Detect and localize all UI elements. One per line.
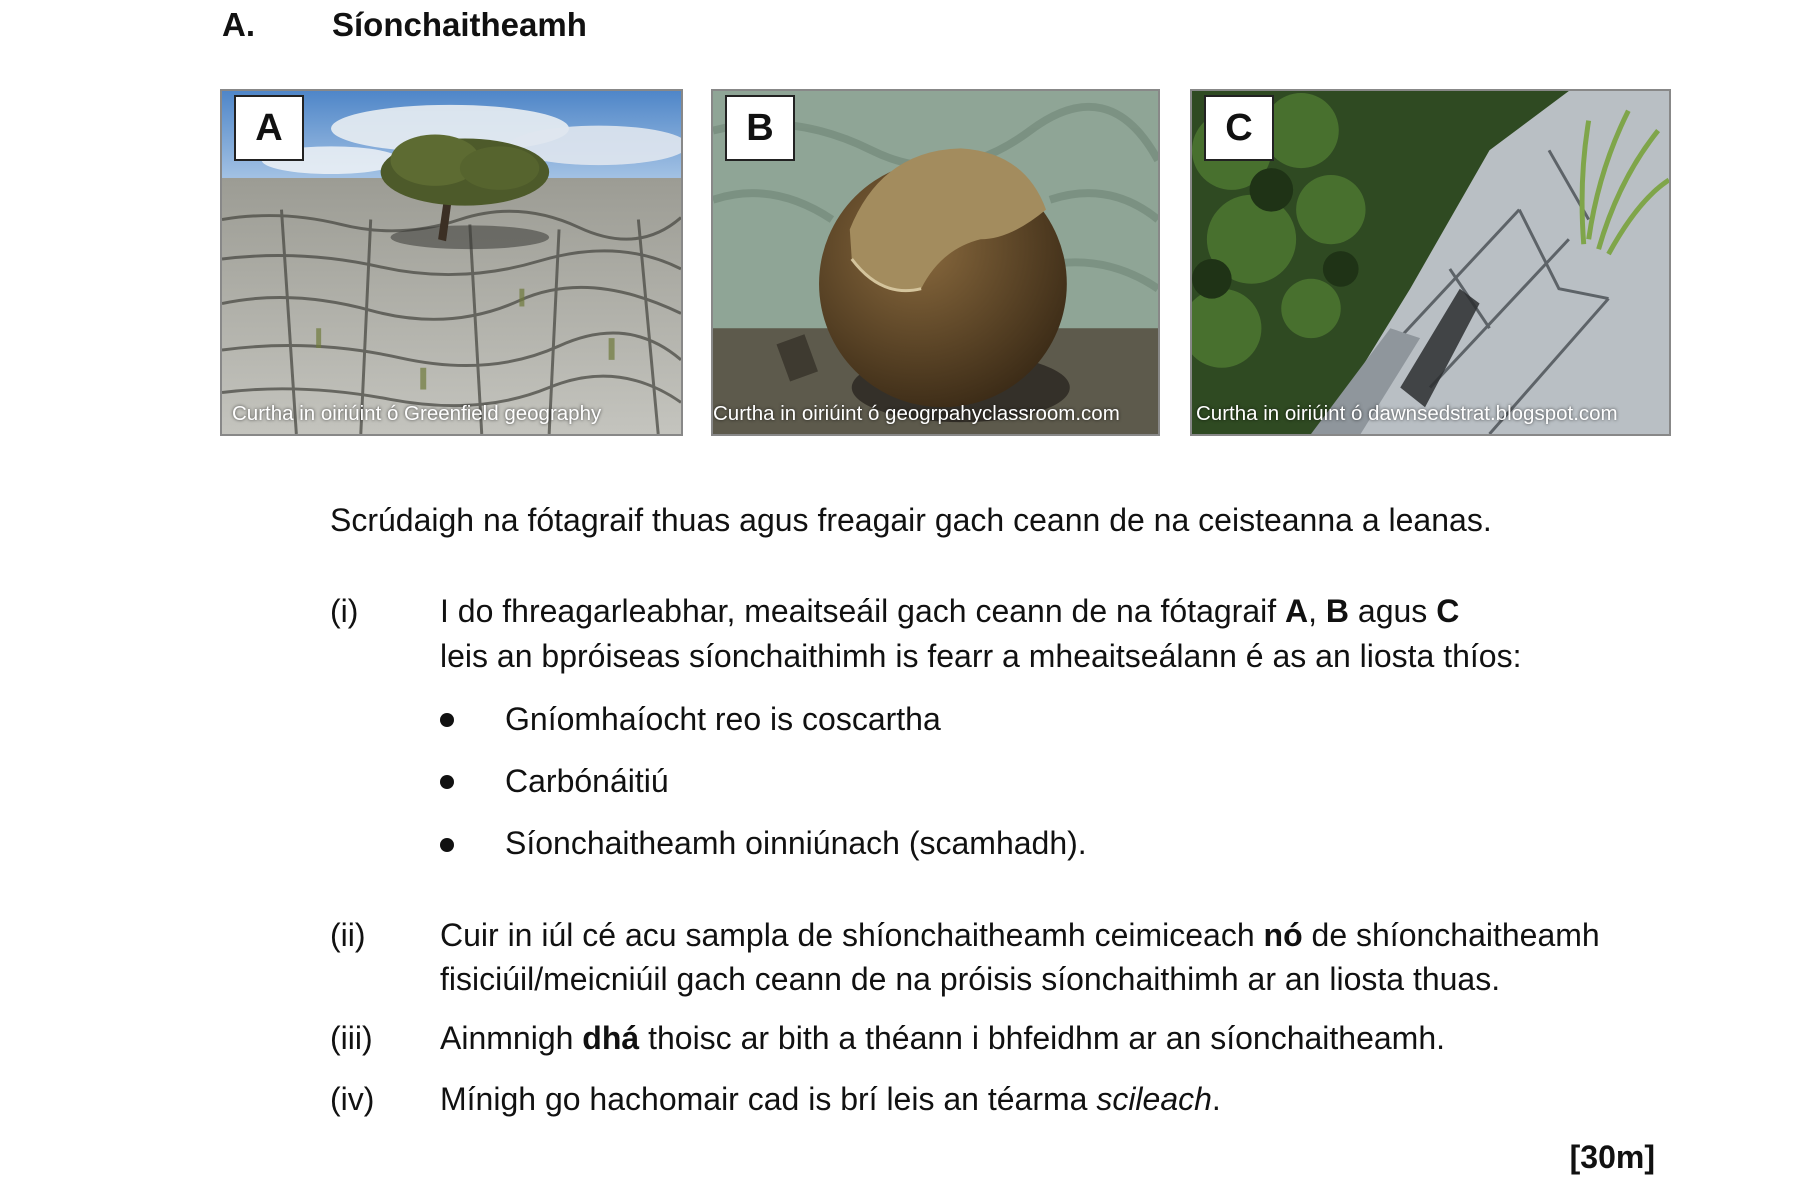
bullet-dot (440, 838, 454, 852)
agus: agus (1349, 593, 1437, 629)
bullet-dot (440, 775, 454, 789)
question-iv-post: . (1211, 1081, 1221, 1117)
bullet-item-3: Síonchaitheamh oinniúnach (scamhadh). (505, 825, 1087, 861)
question-ii-line1 (440, 913, 1600, 957)
bullet-dot (440, 713, 454, 727)
question-ii-line1-pre: Cuir in iúl cé acu sampla de shíonchaitheamh ceimiceach (440, 917, 1264, 953)
question-number-iv: (iv) (330, 1081, 375, 1117)
question-ii-line1-post: de shíonchaitheamh (1302, 917, 1600, 953)
question-iv-pre: Mínigh go hachomair cad is brí leis an téarma (440, 1081, 1097, 1117)
question-iii-text (440, 1016, 1445, 1060)
question-iv-italic: scileach (1096, 1081, 1212, 1117)
question-ii-bold: nó (1263, 917, 1303, 953)
question-ii-line2: fisiciúil/meicniúil gach ceann de na próisis síonchaithimh ar an liosta thuas. (440, 961, 1501, 997)
comma: , (1308, 593, 1326, 629)
photo-credit-a: Curtha in oiriúint ó Greenfield geography (232, 402, 602, 425)
photo-b-exfoliated-boulder (711, 89, 1160, 436)
question-iv-text (440, 1077, 1221, 1121)
photo-ref-c: C (1436, 593, 1460, 629)
photo-credit-c: Curtha in oiriúint ó dawnsedstrat.blogspot.com (1196, 402, 1618, 425)
intro-text: Scrúdaigh na fótagraif thuas agus freagair gach ceann de na ceisteanna a leanas. (330, 502, 1492, 538)
bullet-item-2: Carbónáitiú (505, 763, 669, 799)
photo-credit-b: Curtha in oiriúint ó geogrpahyclassroom.com (713, 402, 1120, 425)
photo-label-b: B (725, 95, 795, 161)
question-iii-pre: Ainmnigh (440, 1020, 583, 1056)
marks-total: [30m] (1569, 1139, 1655, 1175)
question-iii-bold: dhá (582, 1020, 640, 1056)
question-number-ii: (ii) (330, 917, 366, 953)
section-title: Síonchaitheamh (332, 6, 587, 43)
photo-a-limestone-pavement (220, 89, 683, 436)
question-number-iii: (iii) (330, 1020, 373, 1056)
photo-c-rock-face-forest (1190, 89, 1671, 436)
question-i-line2: leis an bpróiseas síonchaithimh is fearr a mheaitseálann é as an liosta thíos: (440, 638, 1522, 674)
bullet-item-1: Gníomhaíocht reo is coscartha (505, 701, 941, 737)
section-letter: A. (222, 6, 255, 43)
photo-label-c: C (1204, 95, 1274, 161)
question-number-i: (i) (330, 593, 359, 629)
photo-ref-a: A (1285, 593, 1309, 629)
question-iii-post: thoisc ar bith a théann i bhfeidhm ar an síonchaitheamh. (639, 1020, 1446, 1056)
question-i-line1-text: I do fhreagarleabhar, meaitseáil gach ceann de na fótagraif (440, 593, 1286, 629)
photo-label-a: A (234, 95, 304, 161)
photo-ref-b: B (1325, 593, 1350, 629)
question-i-line1 (440, 589, 1459, 633)
